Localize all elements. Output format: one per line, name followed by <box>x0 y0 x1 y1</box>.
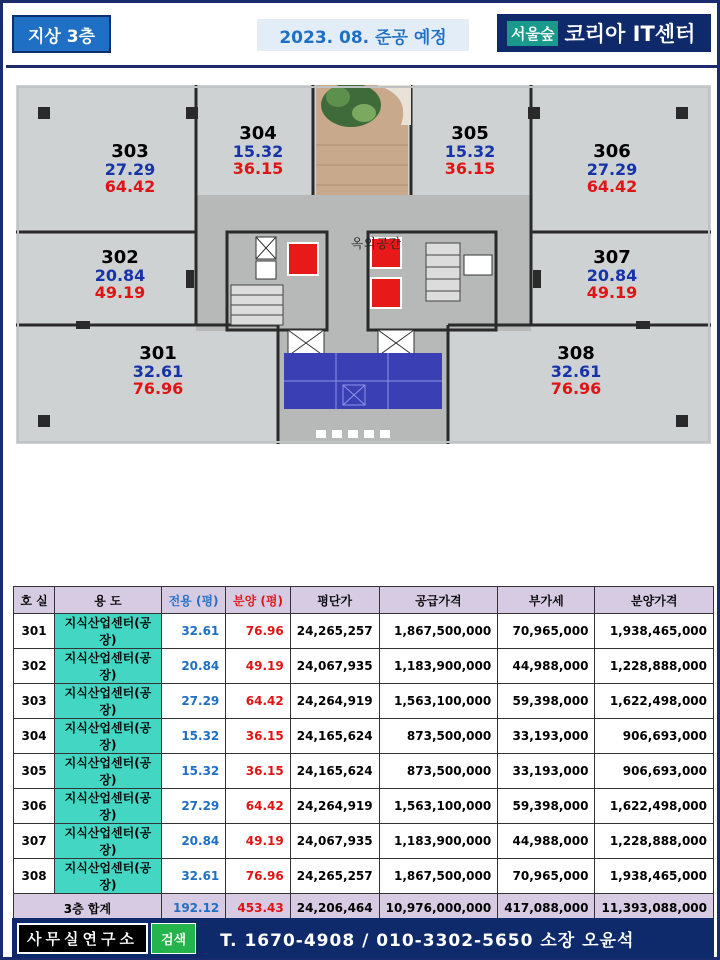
unit-number: 308 <box>557 343 595 364</box>
brand-logo <box>497 14 711 52</box>
cell-use: 지식산업센터(공장) <box>55 789 162 824</box>
cell-room: 301 <box>14 614 55 649</box>
completion-date: 2023. 08. 준공 예정 <box>257 19 469 51</box>
floor-badge: 지상 3층 <box>12 15 111 53</box>
unit-label-303 <box>90 143 170 195</box>
price-table <box>13 586 714 923</box>
unit-exclusive-area: 32.61 <box>132 361 184 381</box>
cell-total: 906,693,000 <box>595 754 714 789</box>
cell-exclusive: 15.32 <box>161 719 225 754</box>
unit-label-306 <box>572 143 652 195</box>
cell-unit-price: 24,067,935 <box>290 824 379 859</box>
cell-supply: 1,867,500,000 <box>379 614 498 649</box>
unit-label-304 <box>218 125 298 177</box>
cell-vat: 33,193,000 <box>498 719 595 754</box>
unit-number: 304 <box>239 123 277 144</box>
col-header-vat: 부가세 <box>498 587 595 614</box>
table-body <box>14 614 714 894</box>
cell-room: 306 <box>14 789 55 824</box>
unit-number: 307 <box>593 247 631 268</box>
office-name: 사무실연구소 <box>17 923 148 954</box>
unit-sale-area: 64.42 <box>586 176 638 196</box>
cell-unit-price: 24,165,624 <box>290 719 379 754</box>
cell-sale-area: 76.96 <box>226 614 290 649</box>
table-row <box>14 859 714 894</box>
cell-exclusive: 32.61 <box>161 859 225 894</box>
cell-sale-area: 49.19 <box>226 649 290 684</box>
cell-supply: 873,500,000 <box>379 754 498 789</box>
table-header-row <box>14 587 714 614</box>
cell-vat: 59,398,000 <box>498 789 595 824</box>
search-button[interactable]: 검색 <box>151 923 196 954</box>
unit-number: 301 <box>139 343 177 364</box>
cell-supply: 1,563,100,000 <box>379 789 498 824</box>
table-row <box>14 789 714 824</box>
cell-sale-area: 49.19 <box>226 824 290 859</box>
cell-total: 1,938,465,000 <box>595 614 714 649</box>
cell-exclusive: 20.84 <box>161 824 225 859</box>
cell-exclusive: 20.84 <box>161 649 225 684</box>
total-unit-price: 24,206,464 <box>290 894 379 923</box>
cell-room: 304 <box>14 719 55 754</box>
unit-label-305 <box>430 125 510 177</box>
unit-exclusive-area: 27.29 <box>104 159 156 179</box>
col-header-total: 분양가격 <box>595 587 714 614</box>
cell-use: 지식산업센터(공장) <box>55 719 162 754</box>
unit-label-302 <box>80 249 160 301</box>
cell-use: 지식산업센터(공장) <box>55 859 162 894</box>
cell-use: 지식산업센터(공장) <box>55 649 162 684</box>
cell-room: 302 <box>14 649 55 684</box>
unit-exclusive-area: 27.29 <box>586 159 638 179</box>
total-label: 3층 합계 <box>14 894 162 923</box>
total-exclusive: 192.12 <box>161 894 225 923</box>
cell-total: 1,228,888,000 <box>595 649 714 684</box>
cell-sale-area: 64.42 <box>226 684 290 719</box>
col-header-use: 용 도 <box>55 587 162 614</box>
unit-sale-area: 64.42 <box>104 176 156 196</box>
unit-number: 306 <box>593 141 631 162</box>
total-vat: 417,088,000 <box>498 894 595 923</box>
cell-unit-price: 24,067,935 <box>290 649 379 684</box>
cell-vat: 44,988,000 <box>498 824 595 859</box>
cell-total: 1,622,498,000 <box>595 789 714 824</box>
cell-sale-area: 36.15 <box>226 719 290 754</box>
total-price: 11,393,088,000 <box>595 894 714 923</box>
unit-label-301 <box>118 345 198 397</box>
cell-use: 지식산업센터(공장) <box>55 824 162 859</box>
table-row <box>14 824 714 859</box>
cell-vat: 70,965,000 <box>498 859 595 894</box>
cell-exclusive: 15.32 <box>161 754 225 789</box>
table-row <box>14 719 714 754</box>
col-header-unit-price: 평단가 <box>290 587 379 614</box>
unit-sale-area: 49.19 <box>586 282 638 302</box>
cell-supply: 873,500,000 <box>379 719 498 754</box>
footer-bar <box>12 918 714 958</box>
cell-unit-price: 24,265,257 <box>290 859 379 894</box>
floor-plan <box>16 85 711 444</box>
unit-sale-area: 76.96 <box>550 378 602 398</box>
unit-label-307 <box>572 249 652 301</box>
cell-use: 지식산업센터(공장) <box>55 754 162 789</box>
cell-unit-price: 24,165,624 <box>290 754 379 789</box>
cell-room: 303 <box>14 684 55 719</box>
unit-number: 302 <box>101 247 139 268</box>
unit-label-308 <box>536 345 616 397</box>
unit-exclusive-area: 15.32 <box>444 141 496 161</box>
table-row <box>14 649 714 684</box>
cell-total: 906,693,000 <box>595 719 714 754</box>
total-sale-area: 453.43 <box>226 894 290 923</box>
cell-use: 지식산업센터(공장) <box>55 614 162 649</box>
unit-exclusive-area: 20.84 <box>586 265 638 285</box>
cell-room: 305 <box>14 754 55 789</box>
unit-exclusive-area: 20.84 <box>94 265 146 285</box>
col-header-sale-area: 분양 (평) <box>226 587 290 614</box>
unit-sale-area: 36.15 <box>232 158 284 178</box>
col-header-room: 호 실 <box>14 587 55 614</box>
cell-total: 1,938,465,000 <box>595 859 714 894</box>
cell-vat: 70,965,000 <box>498 614 595 649</box>
cell-unit-price: 24,264,919 <box>290 789 379 824</box>
terrace-label: 옥외공간 <box>350 237 402 252</box>
total-supply: 10,976,000,000 <box>379 894 498 923</box>
cell-sale-area: 64.42 <box>226 789 290 824</box>
cell-room: 307 <box>14 824 55 859</box>
col-header-supply: 공급가격 <box>379 587 498 614</box>
table-row <box>14 754 714 789</box>
cell-supply: 1,563,100,000 <box>379 684 498 719</box>
cell-unit-price: 24,265,257 <box>290 614 379 649</box>
unit-sale-area: 76.96 <box>132 378 184 398</box>
cell-room: 308 <box>14 859 55 894</box>
cell-total: 1,622,498,000 <box>595 684 714 719</box>
unit-number: 305 <box>451 123 489 144</box>
cell-supply: 1,867,500,000 <box>379 859 498 894</box>
brand-tag: 서울숲 <box>507 21 558 46</box>
cell-vat: 33,193,000 <box>498 754 595 789</box>
cell-supply: 1,183,900,000 <box>379 649 498 684</box>
cell-unit-price: 24,264,919 <box>290 684 379 719</box>
col-header-exclusive: 전용 (평) <box>161 587 225 614</box>
cell-vat: 59,398,000 <box>498 684 595 719</box>
table-row <box>14 684 714 719</box>
table-row <box>14 614 714 649</box>
unit-sale-area: 36.15 <box>444 158 496 178</box>
cell-sale-area: 36.15 <box>226 754 290 789</box>
cell-sale-area: 76.96 <box>226 859 290 894</box>
unit-number: 303 <box>111 141 149 162</box>
header-divider <box>6 65 720 68</box>
brand-name: 코리아 IT센터 <box>564 22 696 46</box>
unit-sale-area: 49.19 <box>94 282 146 302</box>
cell-exclusive: 27.29 <box>161 684 225 719</box>
unit-exclusive-area: 32.61 <box>550 361 602 381</box>
cell-supply: 1,183,900,000 <box>379 824 498 859</box>
cell-exclusive: 32.61 <box>161 614 225 649</box>
cell-use: 지식산업센터(공장) <box>55 684 162 719</box>
contact-info: T. 1670-4908 / 010-3302-5650 소장 오윤석 <box>220 930 635 951</box>
cell-exclusive: 27.29 <box>161 789 225 824</box>
unit-exclusive-area: 15.32 <box>232 141 284 161</box>
cell-total: 1,228,888,000 <box>595 824 714 859</box>
cell-vat: 44,988,000 <box>498 649 595 684</box>
